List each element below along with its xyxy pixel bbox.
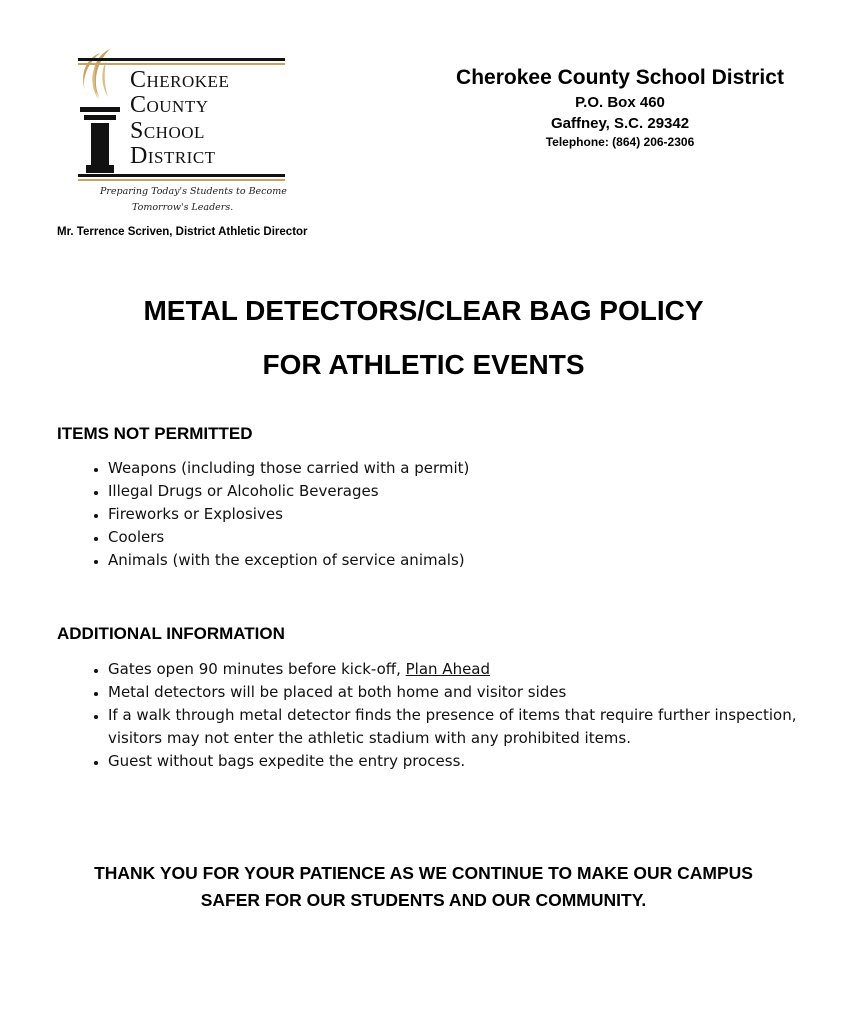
torch-icon — [70, 45, 130, 180]
telephone: Telephone: (864) 206-2306 — [545, 135, 695, 149]
page-title — [0, 284, 847, 392]
logo-bottom-rule — [78, 174, 285, 177]
logo-word-3: School — [130, 118, 205, 144]
logo-word-4: District — [130, 143, 216, 169]
list-item: • Metal detectors will be placed at both home and visitor sides — [108, 681, 828, 704]
not-permitted-heading: ITEMS NOT PERMITTED — [57, 424, 253, 443]
list-item: • Guest without bags expedite the entry process. — [108, 750, 828, 773]
logo-word-2: County — [130, 92, 209, 118]
additional-info-list — [57, 658, 828, 773]
list-item: • Fireworks or Explosives — [108, 503, 828, 526]
plan-ahead-text: Plan Ahead — [405, 660, 491, 678]
list-item: • Illegal Drugs or Alcoholic Beverages — [108, 480, 828, 503]
closing-message — [40, 860, 807, 914]
closing-line-2: SAFER FOR OUR STUDENTS AND OUR COMMUNITY. — [200, 890, 647, 910]
list-item: • Weapons (including those carried with a permit) — [108, 457, 828, 480]
title-line-2: FOR ATHLETIC EVENTS — [262, 349, 585, 380]
gates-open-text: Gates open 90 minutes before kick-off, — [108, 660, 406, 678]
district-name: Cherokee County School District — [456, 66, 784, 89]
city-state-zip: Gaffney, S.C. 29342 — [550, 115, 690, 132]
additional-info-heading: ADDITIONAL INFORMATION — [57, 624, 285, 643]
logo-tagline-line1: Preparing Today's Students to Become — [100, 186, 287, 197]
letterhead — [425, 64, 815, 151]
not-permitted-list — [57, 457, 828, 572]
logo-top-rule — [78, 58, 285, 61]
district-logo — [70, 40, 290, 225]
logo-word-1: Cherokee — [130, 67, 230, 93]
list-item: • Coolers — [108, 526, 828, 549]
closing-line-1: THANK YOU FOR YOUR PATIENCE AS WE CONTINUE TO MAKE OUR CAMPUS — [94, 863, 753, 883]
list-item — [108, 658, 828, 681]
logo-top-rule-gold — [78, 63, 285, 65]
po-box: P.O. Box 460 — [575, 94, 665, 111]
list-item: • Animals (with the exception of service animals) — [108, 549, 828, 572]
athletic-director-line: Mr. Terrence Scriven, District Athletic Director — [57, 226, 308, 238]
list-item: • If a walk through metal detector finds the presence of items that require further inspection, visitors may not enter the athletic stadium with any prohibited items. — [108, 704, 828, 750]
title-line-1: METAL DETECTORS/CLEAR BAG POLICY — [143, 295, 704, 326]
logo-tagline-line2: Tomorrow's Leaders. — [132, 202, 234, 213]
logo-bottom-rule-gold — [78, 179, 285, 181]
